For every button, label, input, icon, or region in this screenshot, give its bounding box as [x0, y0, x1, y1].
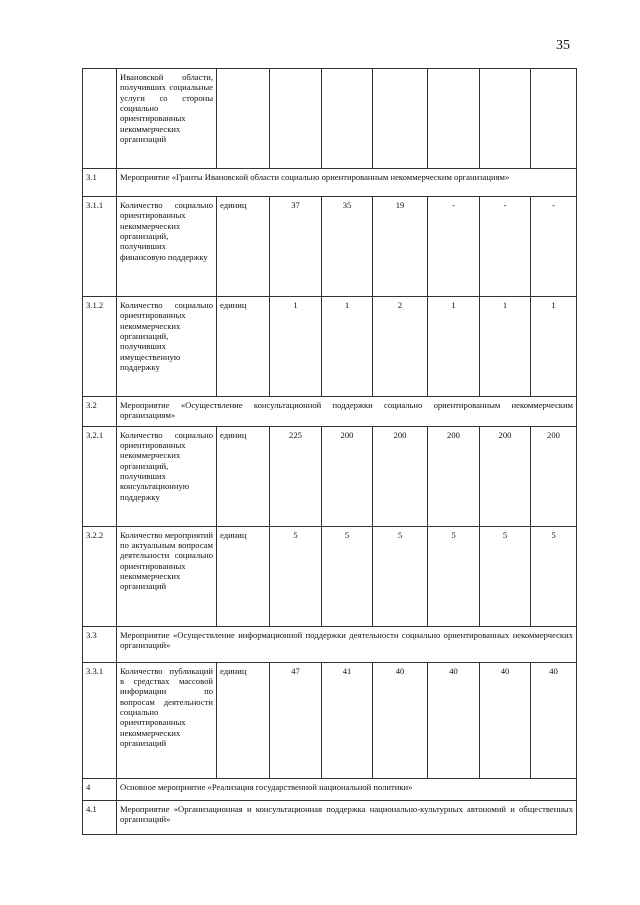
- row-number: 3.2: [83, 397, 117, 427]
- indicator-name: Количество социально ориентированных некоммерческих организаций, получивших имущественную поддержку: [117, 297, 217, 397]
- unit-cell: единиц: [217, 526, 270, 626]
- value-cell: 37: [270, 197, 322, 297]
- value-cell: 5: [373, 526, 428, 626]
- row-number: 4.1: [83, 800, 117, 834]
- value-cell: 19: [373, 197, 428, 297]
- value-cell: [270, 69, 322, 169]
- value-cell: [531, 69, 577, 169]
- row-number: 3.2.1: [83, 426, 117, 526]
- indicator-row: [83, 526, 577, 626]
- row-number: [83, 69, 117, 169]
- value-cell: -: [428, 197, 480, 297]
- section-title: Мероприятие «Осуществление информационной поддержки деятельности социально ориентированных некоммерческих организаций»: [117, 626, 577, 662]
- value-cell: 5: [480, 526, 531, 626]
- value-cell: 200: [531, 426, 577, 526]
- indicator-name: Количество социально ориентированных некоммерческих организаций, получивших финансовую поддержку: [117, 197, 217, 297]
- row-number: 3.1: [83, 169, 117, 197]
- value-cell: 200: [480, 426, 531, 526]
- unit-cell: [217, 69, 270, 169]
- value-cell: 1: [531, 297, 577, 397]
- value-cell: 41: [322, 662, 373, 778]
- indicator-row: [83, 69, 577, 169]
- section-row: [83, 169, 577, 197]
- indicator-name: Количество публикаций в средствах массовой информации по вопросам деятельности социально ориентированных некоммерческих организаций: [117, 662, 217, 778]
- indicator-row: [83, 662, 577, 778]
- value-cell: 5: [270, 526, 322, 626]
- value-cell: 200: [373, 426, 428, 526]
- section-title: Мероприятие «Гранты Ивановской области социально ориентированным некоммерческим организациям»: [117, 169, 577, 197]
- section-row: [83, 397, 577, 427]
- unit-cell: единиц: [217, 197, 270, 297]
- value-cell: 1: [480, 297, 531, 397]
- row-number: 4: [83, 778, 117, 800]
- value-cell: [373, 69, 428, 169]
- section-title: Мероприятие «Осуществление консультационной поддержки социально ориентированным некоммерческим организациям»: [117, 397, 577, 427]
- row-number: 3.3.1: [83, 662, 117, 778]
- value-cell: 225: [270, 426, 322, 526]
- row-number: 3.2.2: [83, 526, 117, 626]
- section-row: [83, 800, 577, 834]
- value-cell: [322, 69, 373, 169]
- value-cell: 1: [270, 297, 322, 397]
- unit-cell: единиц: [217, 297, 270, 397]
- indicator-row: [83, 297, 577, 397]
- section-row: [83, 626, 577, 662]
- value-cell: 40: [373, 662, 428, 778]
- unit-cell: единиц: [217, 662, 270, 778]
- unit-cell: единиц: [217, 426, 270, 526]
- row-number: 3.3: [83, 626, 117, 662]
- value-cell: 40: [428, 662, 480, 778]
- indicators-table: [82, 68, 577, 835]
- value-cell: [428, 69, 480, 169]
- indicator-name: Количество мероприятий по актуальным вопросам деятельности социально ориентированных некоммерческих организаций: [117, 526, 217, 626]
- value-cell: 200: [322, 426, 373, 526]
- value-cell: 1: [322, 297, 373, 397]
- value-cell: 35: [322, 197, 373, 297]
- row-number: 3.1.2: [83, 297, 117, 397]
- table-body: [83, 69, 577, 835]
- value-cell: [480, 69, 531, 169]
- section-title: Мероприятие «Организационная и консультационная поддержка национально-культурных автономий и общественных организаций»: [117, 800, 577, 834]
- indicator-name: Ивановской области, получивших социальные услуги со стороны социально ориентированных некоммерческих организаций: [117, 69, 217, 169]
- section-row: [83, 778, 577, 800]
- row-number: 3.1.1: [83, 197, 117, 297]
- value-cell: 2: [373, 297, 428, 397]
- value-cell: 40: [480, 662, 531, 778]
- indicator-name: Количество социально ориентированных некоммерческих организаций, получивших консультационную поддержку: [117, 426, 217, 526]
- page-number: 35: [556, 38, 570, 53]
- value-cell: -: [480, 197, 531, 297]
- value-cell: 5: [322, 526, 373, 626]
- value-cell: 5: [531, 526, 577, 626]
- value-cell: 40: [531, 662, 577, 778]
- value-cell: 200: [428, 426, 480, 526]
- section-title: Основное мероприятие «Реализация государственной национальной политики»: [117, 778, 577, 800]
- indicator-row: [83, 426, 577, 526]
- indicator-row: [83, 197, 577, 297]
- value-cell: 1: [428, 297, 480, 397]
- value-cell: 47: [270, 662, 322, 778]
- value-cell: -: [531, 197, 577, 297]
- value-cell: 5: [428, 526, 480, 626]
